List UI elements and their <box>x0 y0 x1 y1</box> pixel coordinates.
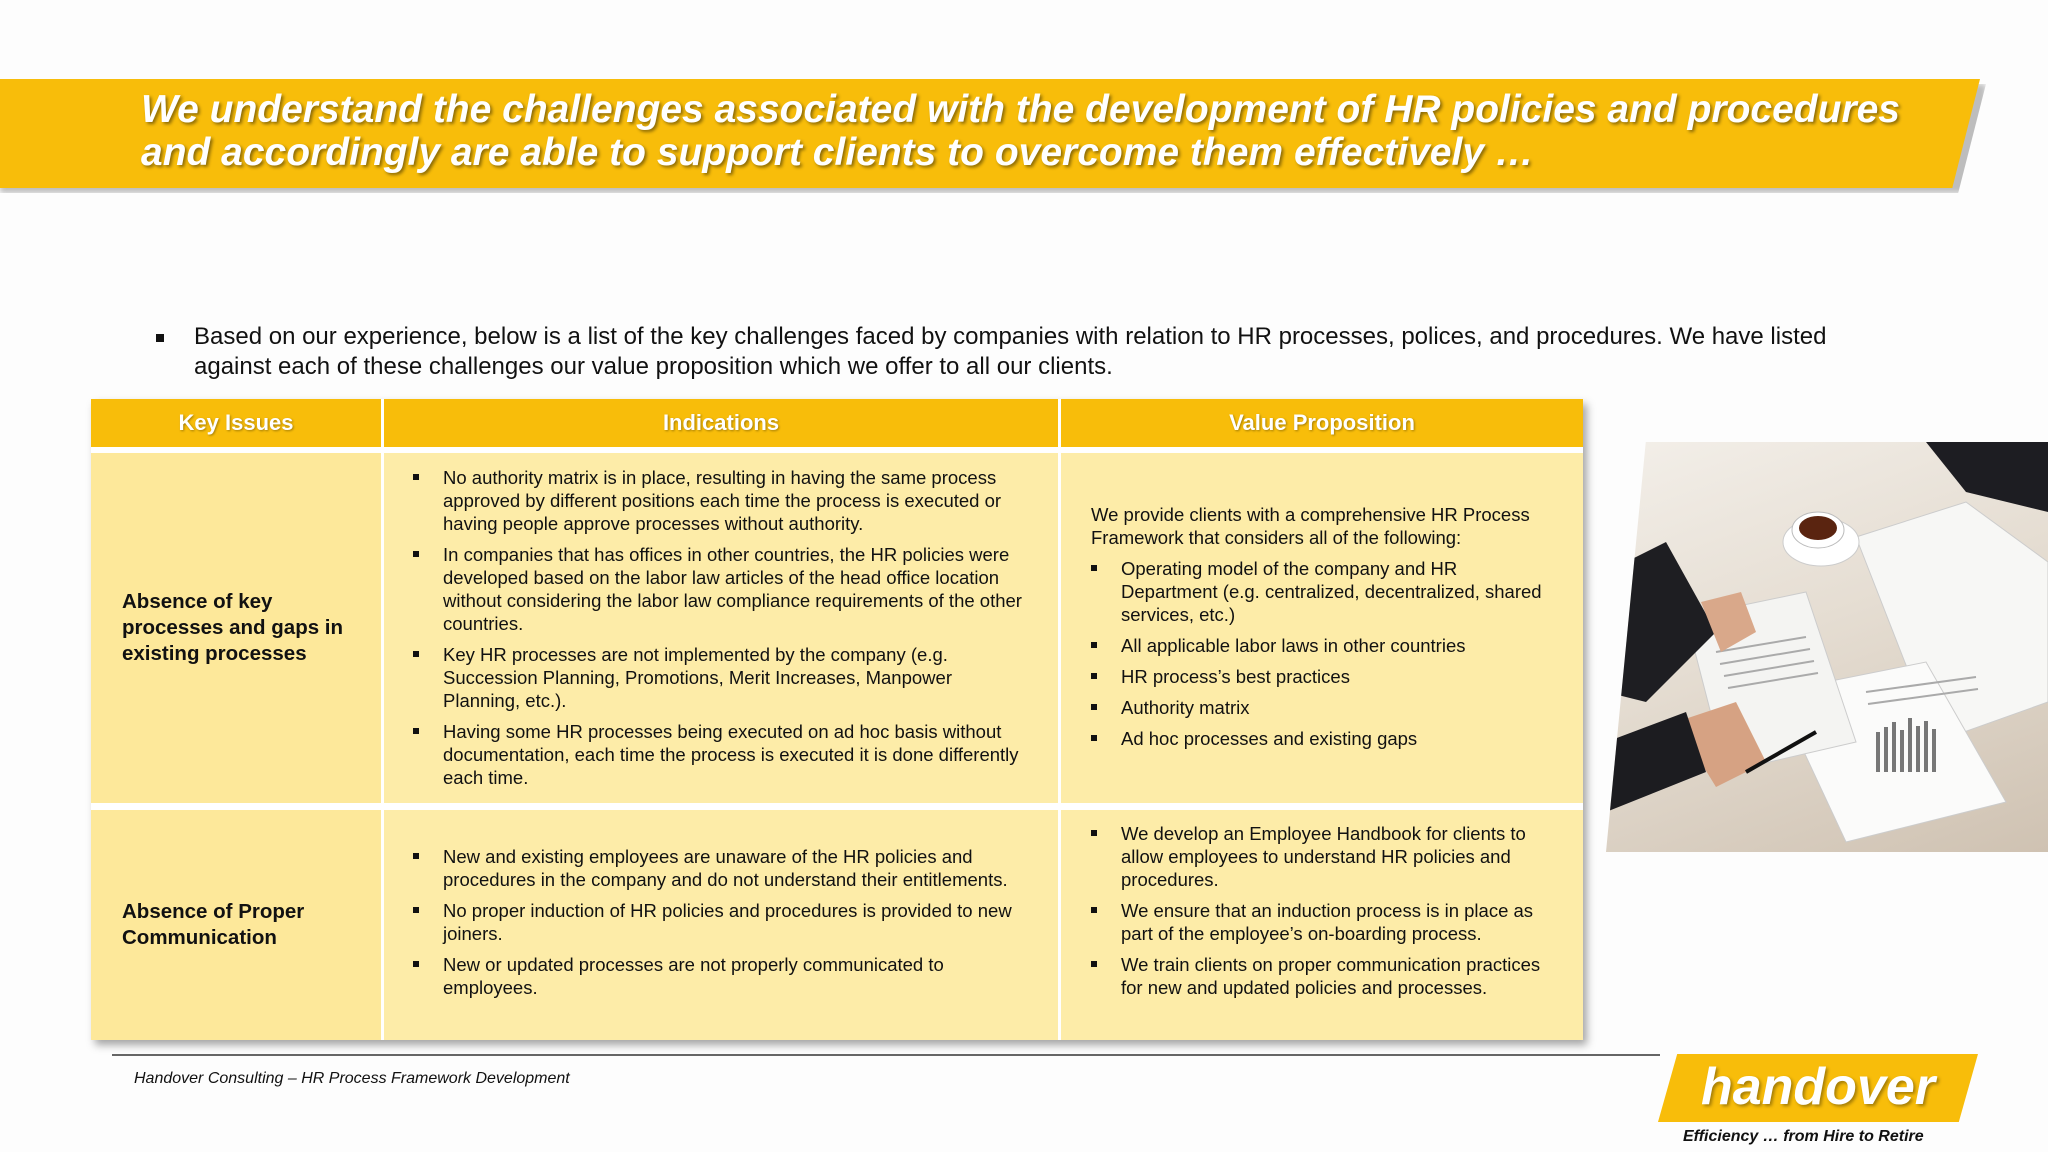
page-title <box>141 88 1941 174</box>
challenges-table <box>91 399 1583 1040</box>
list-item: We train clients on proper communication practices for new and updated policies and processes. <box>1091 953 1557 999</box>
page-title-line2: and accordingly are able to support clients to overcome them effectively … <box>141 131 1534 174</box>
list-item: Ad hoc processes and existing gaps <box>1091 727 1557 750</box>
list-item: HR process’s best practices <box>1091 665 1557 688</box>
list-item: No proper induction of HR policies and procedures is provided to new joiners. <box>413 899 1032 945</box>
business-meeting-photo <box>1606 442 2048 852</box>
row2-indications-cell <box>384 810 1058 1040</box>
header-indications: Indications <box>384 399 1058 447</box>
list-item: Having some HR processes being executed on ad hoc basis without documentation, each time the process is executed it is done differently each time. <box>413 720 1032 789</box>
list-item: We develop an Employee Handbook for clients to allow employees to understand HR policies and procedures. <box>1091 822 1557 891</box>
row1-value-list <box>1091 557 1557 750</box>
list-item: All applicable labor laws in other countries <box>1091 634 1557 657</box>
bullet-square-icon <box>156 334 164 342</box>
row2-indications-list <box>413 845 1032 999</box>
row2-key-issue-cell <box>91 810 381 1040</box>
list-item: We ensure that an induction process is in place as part of the employee’s on-boarding process. <box>1091 899 1557 945</box>
row1-value-intro: We provide clients with a comprehensive HR Process Framework that considers all of the following: <box>1091 504 1530 548</box>
row1-indications-list <box>413 466 1032 789</box>
row1-key-issue: Absence of key processes and gaps in existing processes <box>122 590 344 665</box>
list-item: In companies that has offices in other countries, the HR policies were developed based on the labor law articles of the head office location without considering the labor law compliance requirements of the other countries. <box>413 543 1032 635</box>
row2-key-issue: Absence of Proper Communication <box>122 900 305 949</box>
row1-value-cell <box>1061 453 1583 803</box>
list-item: Operating model of the company and HR Department (e.g. centralized, decentralized, shared services, etc.) <box>1091 557 1557 626</box>
row1-key-issue-cell <box>91 453 381 803</box>
list-item: Authority matrix <box>1091 696 1557 719</box>
row2-value-list <box>1091 822 1557 999</box>
row1-indications-cell <box>384 453 1058 803</box>
list-item: Key HR processes are not implemented by the company (e.g. Succession Planning, Promotions, Merit Increases, Manpower Planning, etc.). <box>413 643 1032 712</box>
handover-logo: handover <box>1700 1058 1936 1116</box>
photo-illustration <box>1606 442 2048 852</box>
tagline: Efficiency … from Hire to Retire <box>1683 1128 1924 1145</box>
intro-bullet <box>156 322 1896 382</box>
header-key-issues: Key Issues <box>91 399 381 447</box>
row2-value-cell <box>1061 810 1583 1040</box>
footer-text: Handover Consulting – HR Process Framework Development <box>134 1070 570 1087</box>
page-title-line1: We understand the challenges associated with the development of HR policies and procedures <box>141 88 1900 131</box>
list-item: New or updated processes are not properly communicated to employees. <box>413 953 1032 999</box>
footer-divider <box>112 1054 1660 1056</box>
list-item: No authority matrix is in place, resulting in having the same process approved by different positions each time the process is executed or having people approve processes without authority. <box>413 466 1032 535</box>
intro-text: Based on our experience, below is a list of the key challenges faced by companies with relation to HR processes, polices, and procedures. We have listed against each of these challenges our value proposition which we offer to all our clients. <box>194 323 1827 380</box>
header-value-proposition: Value Proposition <box>1061 399 1583 447</box>
list-item: New and existing employees are unaware of the HR policies and procedures in the company and do not understand their entitlements. <box>413 845 1032 891</box>
